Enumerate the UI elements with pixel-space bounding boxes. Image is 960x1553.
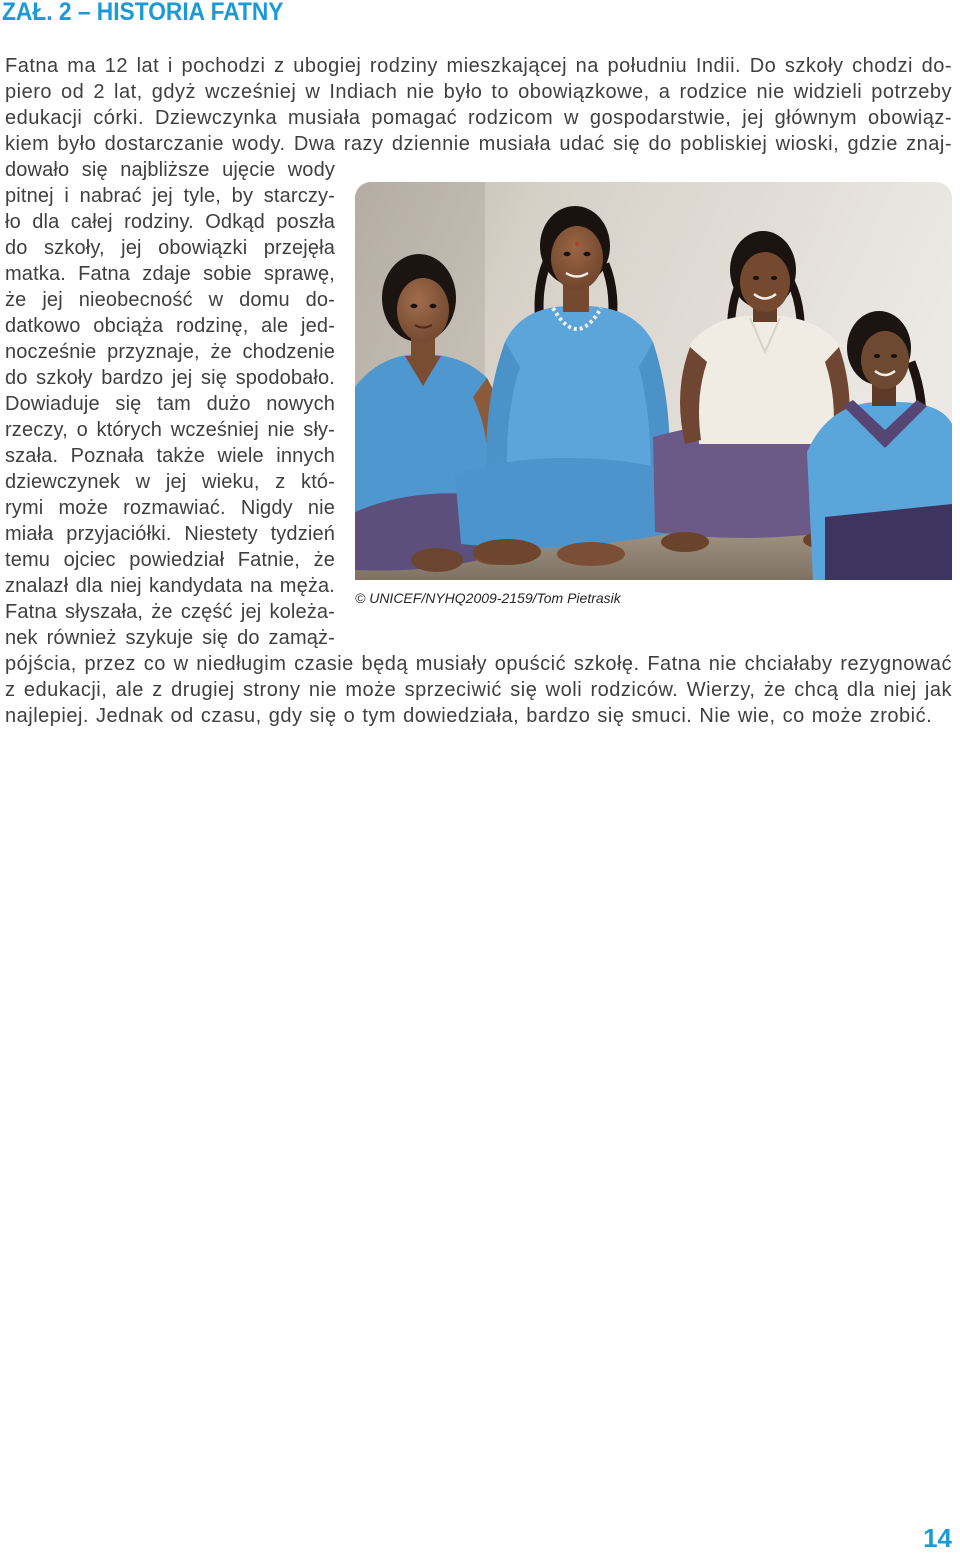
text-line: miała przyjaciółki. Niestety tydzień (5, 523, 335, 545)
photo (355, 182, 952, 580)
text-line: kiem było dostarczanie wody. Dwa razy dziennie musiała udać się do pobliskiej wioski, gdzie znaj- (5, 133, 952, 155)
photo-caption: © UNICEF/NYHQ2009-2159/Tom Pietrasik (355, 590, 621, 606)
text-line: do szkoły, jej obowiązki przejęła (5, 237, 335, 259)
text-line: nocześnie przyznaje, że chodzenie (5, 341, 335, 363)
text-line: ło dla całej rodziny. Odkąd poszła (5, 211, 335, 233)
text-line: temu ojciec powiedział Fatnie, że (5, 549, 335, 571)
page-number: 14 (923, 1523, 952, 1553)
text-line: że jej nieobecność w domu do- (5, 289, 335, 311)
photo-illustration (355, 182, 952, 580)
text-line: z edukacji, ale z drugiej strony nie może sprzeciwić się woli rodziców. Wierzy, że chcą dla niej jak (5, 679, 952, 701)
text-line: szała. Poznała także wiele innych (5, 445, 335, 467)
text-line: do szkoły bardzo jej się spodobało. (5, 367, 335, 389)
text-line: Fatna słyszała, że część jej koleża- (5, 601, 335, 623)
text-line: pitnej i nabrać jej tyle, by starczy- (5, 185, 335, 207)
text-line: Fatna ma 12 lat i pochodzi z ubogiej rodziny mieszkającej na południu Indii. Do szkoły chodzi do- (5, 55, 952, 77)
closing-text (5, 651, 952, 729)
intro-text (5, 53, 952, 157)
text-line: najlepiej. Jednak od czasu, gdy się o tym dowiedziała, bardzo się smuci. Nie wie, co może zrobić. (5, 705, 933, 727)
text-line: Dowiaduje się tam dużo nowych (5, 393, 335, 415)
text-line: matka. Fatna zdaje sobie sprawę, (5, 263, 335, 285)
text-line: znalazł dla niej kandydata na męża. (5, 575, 335, 597)
text-line: rymi może rozmawiać. Nigdy nie (5, 497, 335, 519)
text-line: pójścia, przez co w niedługim czasie będą musiały opuścić szkołę. Fatna nie chciałaby rezygnować (5, 653, 952, 675)
text-line: nek również szykuje się do zamąż- (5, 627, 335, 649)
text-line: dowało się najbliższe ujęcie wody (5, 159, 335, 181)
text-line: dziewczynek w jej wieku, z któ- (5, 471, 335, 493)
page-title: ZAŁ. 2 – HISTORIA FATNY (2, 0, 284, 26)
wrapped-column-text (5, 157, 335, 651)
text-line: piero od 2 lat, gdyż wcześniej w Indiach nie było to obowiązkowe, a rodzice nie widzieli potrzeby (5, 81, 952, 103)
text-line: datkowo obciąża rodzinę, ale jed- (5, 315, 335, 337)
text-line: edukacji córki. Dziewczynka musiała pomagać rodzicom w gospodarstwie, jej głównym obowiąz- (5, 107, 952, 129)
text-line: rzeczy, o których wcześniej nie sły- (5, 419, 335, 441)
